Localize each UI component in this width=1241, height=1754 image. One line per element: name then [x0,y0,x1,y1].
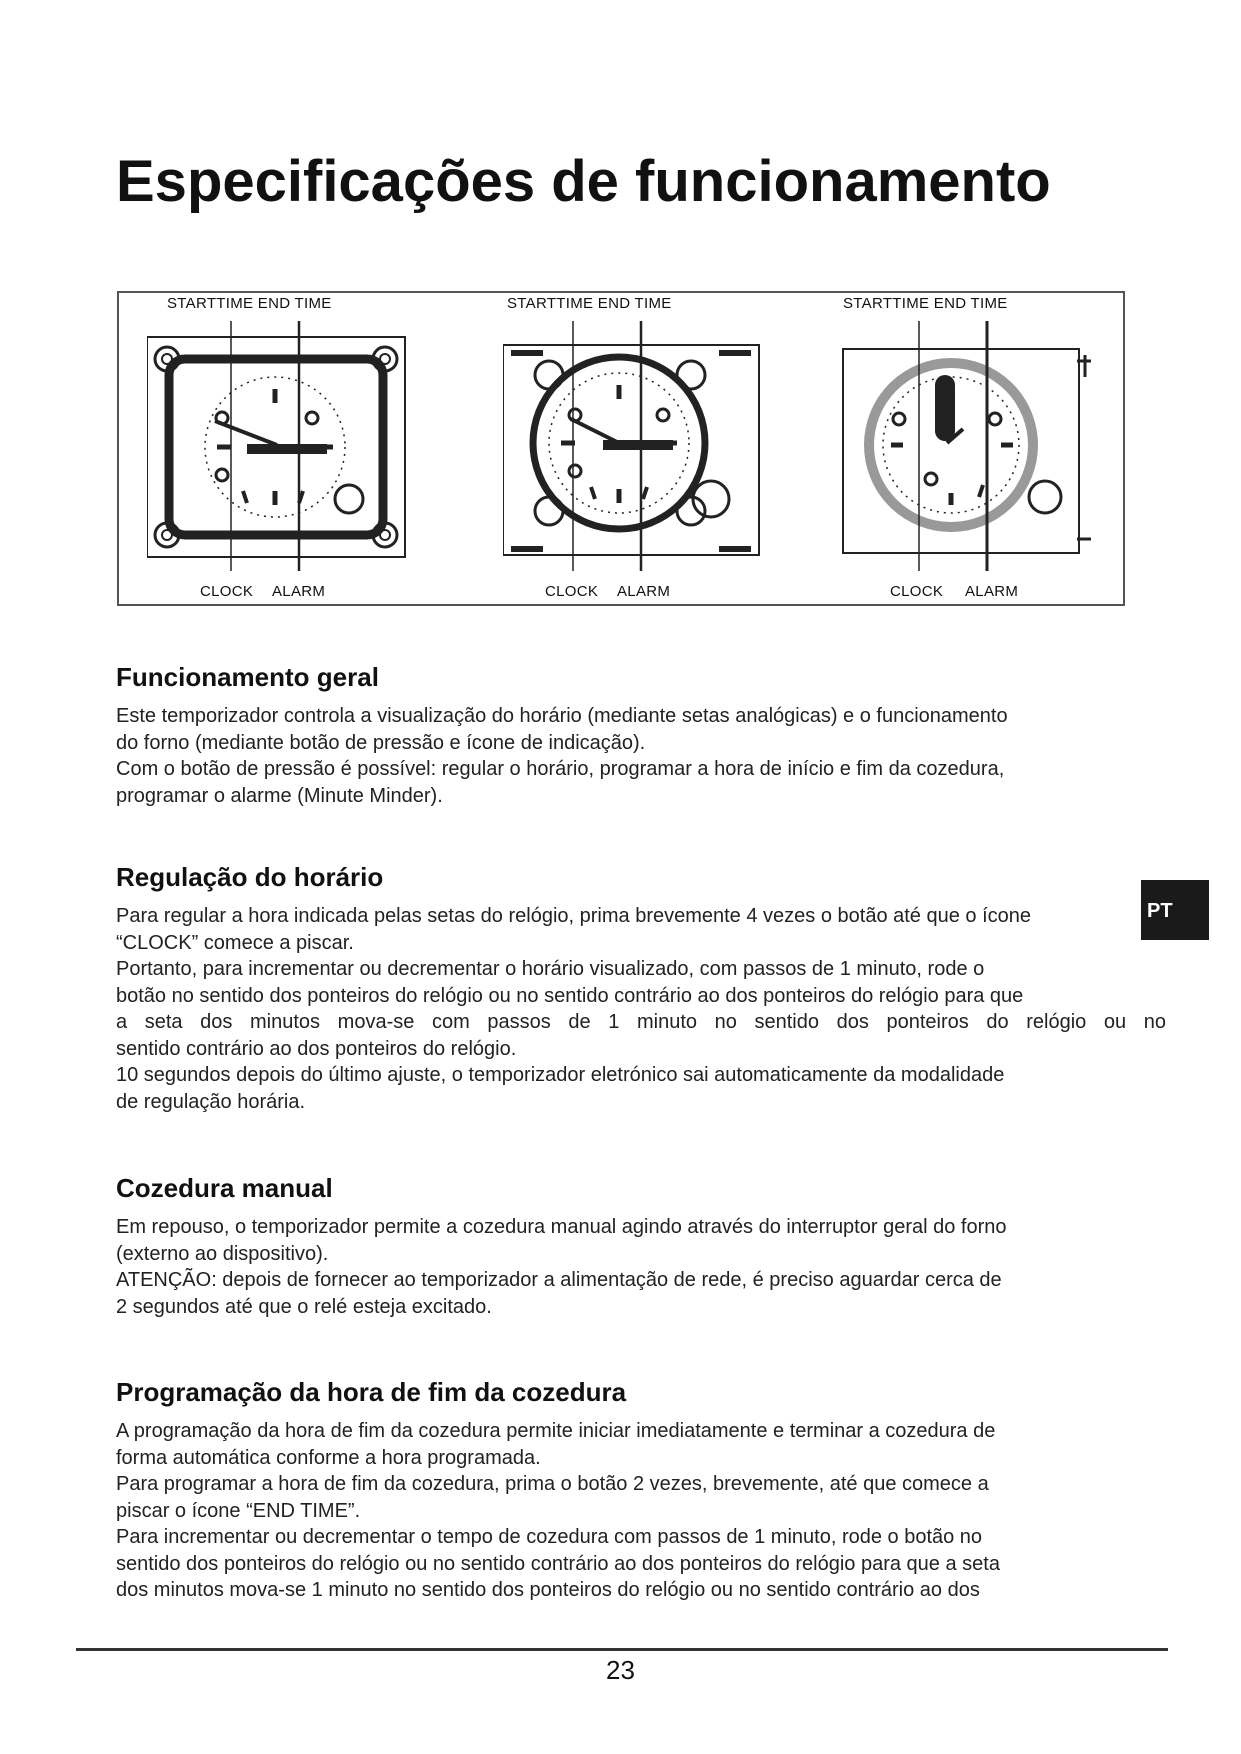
section-heading: Cozedura manual [116,1173,333,1203]
panel-1-top-label: STARTTIME END TIME [167,295,332,312]
timer-diagram-panel-2 [503,293,833,604]
timer-diagram-figure [117,291,1125,606]
panel-1-alarm-label: ALARM [272,583,326,600]
paragraph-line: 10 segundos depois do último ajuste, o temporizador eletrónico sai automaticamente da modalidade [116,1064,1005,1086]
timer-diagram-panel-1 [147,293,477,604]
paragraph-line: Em repouso, o temporizador permite a cozedura manual agindo através do interruptor geral do forno [116,1216,1007,1238]
paragraph-line: 2 segundos até que o relé esteja excitado. [116,1295,492,1318]
panel-2-top-label: STARTTIME END TIME [507,295,672,312]
timer-device-3-illustration [839,293,1169,604]
page-title: Especificações de funcionamento [116,149,1051,214]
paragraph-line: Para regular a hora indicada pelas setas do relógio, prima brevemente 4 vezes o botão até que o ícone [116,905,1032,927]
panel-2-alarm-label: ALARM [617,583,671,600]
section-heading: Funcionamento geral [116,662,379,692]
paragraph-line: Para programar a hora de fim da cozedura, prima o botão 2 vezes, brevemente, até que comece a [116,1473,989,1495]
paragraph-line: Portanto, para incrementar ou decrementar o horário visualizado, com passos de 1 minuto, rode o [116,958,985,980]
footer-divider [76,1648,1168,1651]
section-cozedura-manual [116,1173,1166,1320]
section-programacao-fim-cozedura [116,1377,1166,1604]
paragraph-line: Com o botão de pressão é possível: regular o horário, programar a hora de início e fim da cozedura, [116,758,1005,780]
timer-device-2-illustration [503,293,833,604]
paragraph-line: de regulação horária. [116,1090,306,1113]
paragraph-line: a seta dos minutos mova-se com passos de 1 minuto no sentido dos ponteiros do relógio ou no [116,1011,1166,1033]
paragraph-line: “CLOCK” comece a piscar. [116,931,354,954]
section-funcionamento-geral [116,662,1166,809]
paragraph-line: (externo ao dispositivo). [116,1242,329,1265]
panel-1-clock-label: CLOCK [200,583,254,600]
paragraph-line: sentido contrário ao dos ponteiros do relógio. [116,1037,517,1060]
paragraph-line: Este temporizador controla a visualização do horário (mediante setas analógicas) e o funcionamento [116,705,1008,727]
paragraph-line: programar o alarme (Minute Minder). [116,784,443,807]
section-regulacao-horario [116,862,1166,1115]
panel-3-alarm-label: ALARM [965,583,1019,600]
paragraph-line: sentido dos ponteiros do relógio ou no sentido contrário ao dos ponteiros do relógio para que a seta [116,1552,1000,1575]
page-number: 23 [606,1655,635,1685]
paragraph-line: ATENÇÃO: depois de fornecer ao temporizador a alimentação de rede, é preciso aguardar cerca de [116,1269,1002,1291]
paragraph-line: dos minutos mova-se 1 minuto no sentido dos ponteiros do relógio ou no sentido contrário ao dos [116,1579,980,1601]
paragraph-line: A programação da hora de fim da cozedura permite iniciar imediatamente e terminar a cozedura de [116,1420,996,1442]
section-heading: Programação da hora de fim da cozedura [116,1377,627,1407]
timer-diagram-panel-3 [839,293,1169,604]
paragraph-line: Para incrementar ou decrementar o tempo de cozedura com passos de 1 minuto, rode o botão no [116,1526,983,1548]
language-tab: PT [1141,880,1209,940]
section-heading: Regulação do horário [116,862,384,892]
paragraph-line: do forno (mediante botão de pressão e ícone de indicação). [116,731,646,754]
panel-3-clock-label: CLOCK [890,583,944,600]
paragraph-line: forma automática conforme a hora programada. [116,1446,541,1469]
paragraph-line: botão no sentido dos ponteiros do relógio ou no sentido contrário ao dos ponteiros do relógio para que [116,984,1024,1007]
paragraph-line: piscar o ícone “END TIME”. [116,1499,361,1522]
panel-3-top-label: STARTTIME END TIME [843,295,1008,312]
panel-2-clock-label: CLOCK [545,583,599,600]
timer-device-1-illustration [147,293,477,604]
